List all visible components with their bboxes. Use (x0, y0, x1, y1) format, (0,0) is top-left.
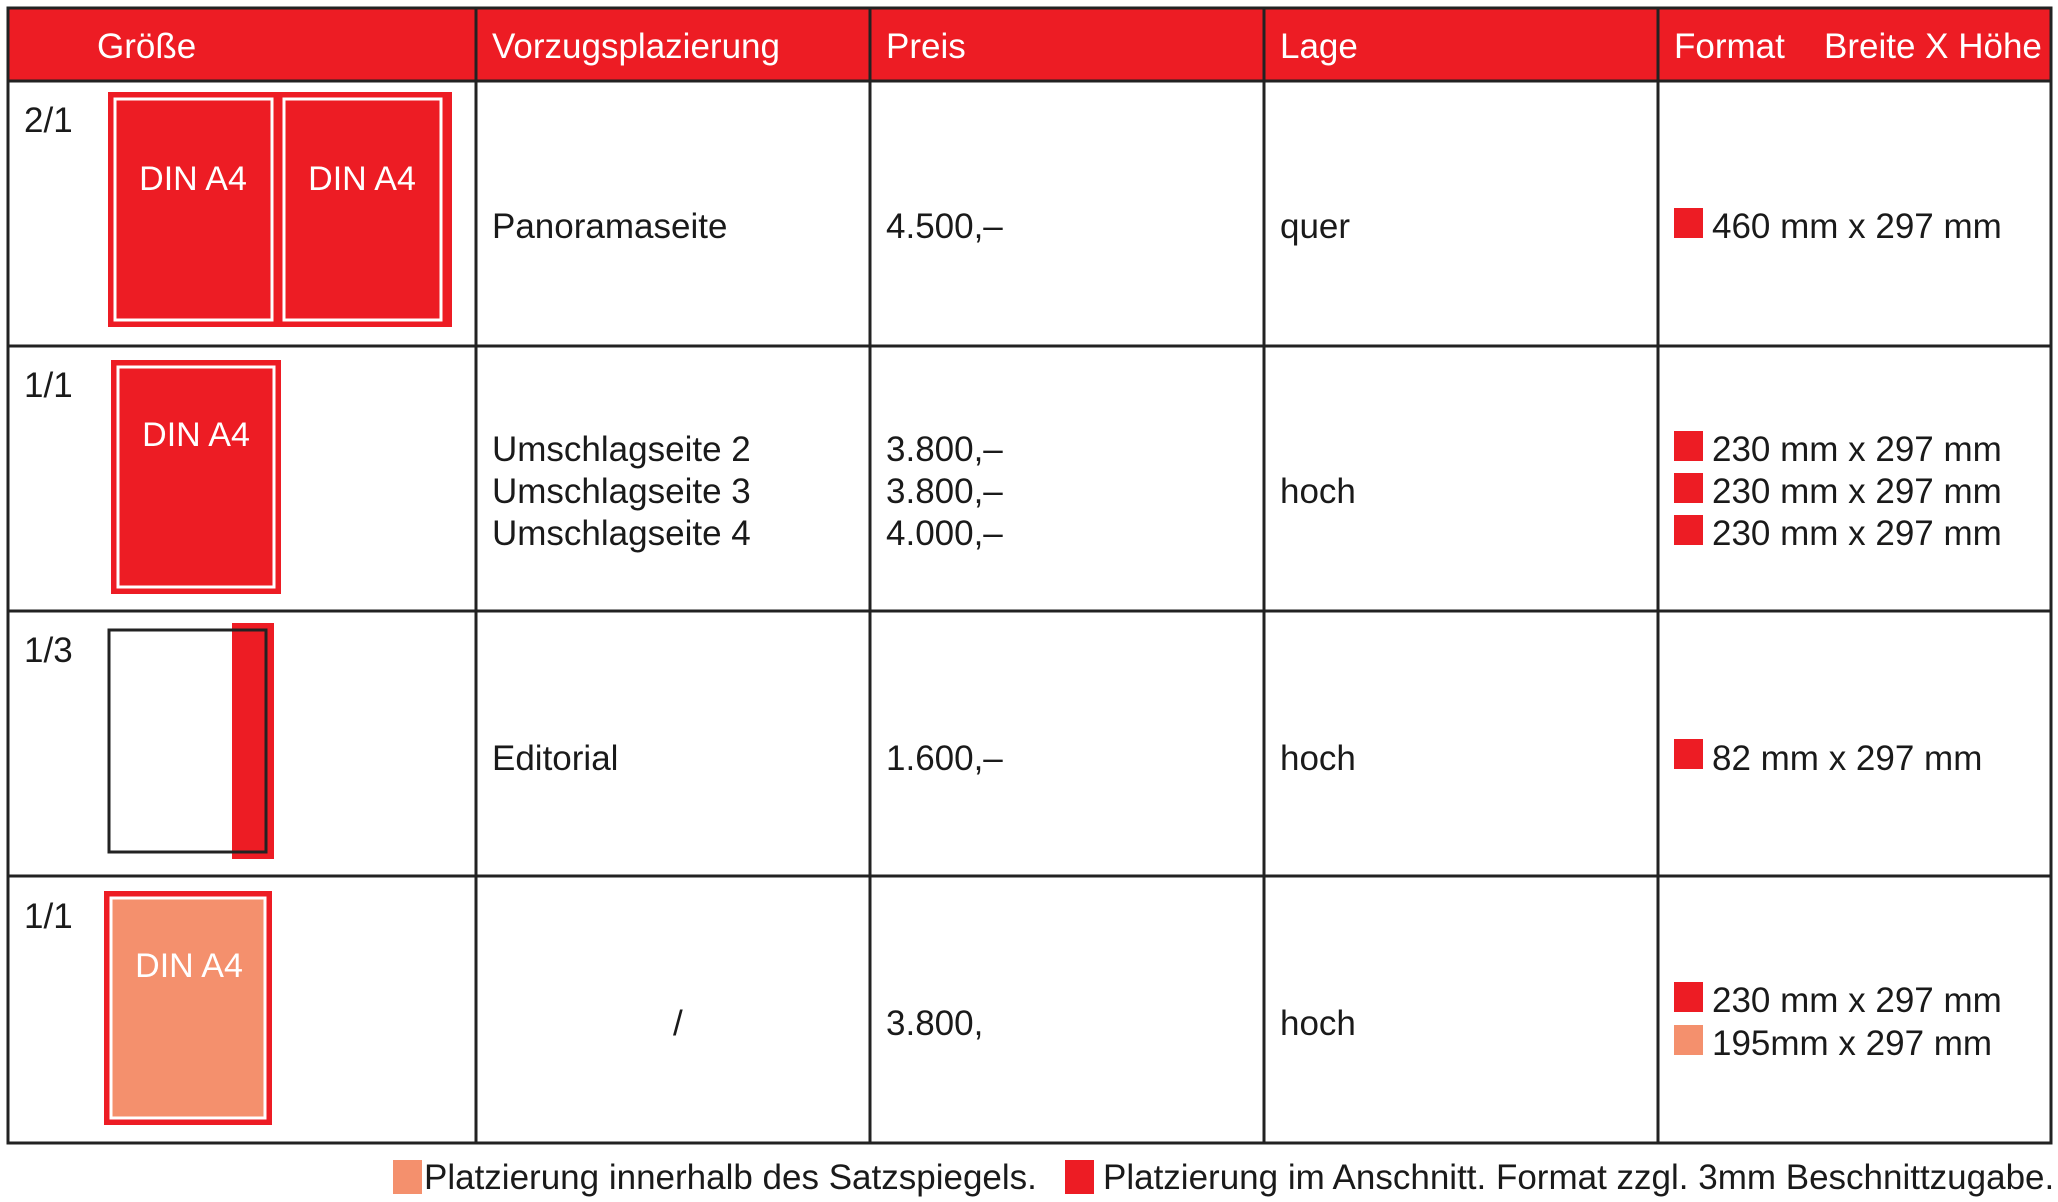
size-label: 1/3 (24, 631, 73, 670)
salmon-swatch (393, 1160, 422, 1194)
price-text: 3.800,– (886, 430, 1003, 469)
format-text: 230 mm x 297 mm (1712, 981, 2002, 1020)
header-format: Format (1674, 27, 1785, 66)
format-text: 82 mm x 297 mm (1712, 739, 1983, 778)
page-thumbnail (111, 360, 281, 594)
placement-text: / (673, 1004, 683, 1043)
header-preis: Preis (886, 27, 966, 66)
size-label: 1/1 (24, 366, 73, 405)
price-text: 4.500,– (886, 207, 1003, 246)
spread-thumbnail (108, 92, 452, 327)
red-swatch (1674, 208, 1703, 238)
header-vorzugsplazierung: Vorzugsplazierung (492, 27, 780, 66)
placement-text: Panoramaseite (492, 207, 728, 246)
price-text: 4.000,– (886, 514, 1003, 553)
red-swatch (1674, 982, 1703, 1012)
header-groesse: Größe (97, 27, 197, 66)
format-text: 460 mm x 297 mm (1712, 207, 2002, 246)
legend-inside-text: Platzierung innerhalb des Satzspiegels. (424, 1158, 1037, 1197)
legend (393, 1158, 2054, 1197)
lage-text: hoch (1280, 739, 1356, 778)
placement-text: Umschlagseite 4 (492, 514, 751, 553)
placement-text: Umschlagseite 3 (492, 472, 751, 511)
format-text: 195mm x 297 mm (1712, 1024, 1993, 1063)
table-row (24, 360, 2002, 594)
format-text: 230 mm x 297 mm (1712, 430, 2002, 469)
table-row (24, 891, 2002, 1125)
placement-text: Umschlagseite 2 (492, 430, 751, 469)
size-label: 2/1 (24, 101, 73, 140)
red-swatch (1674, 431, 1703, 461)
thumbnail-label: DIN A4 (308, 160, 416, 198)
red-swatch (1065, 1160, 1094, 1194)
legend-bleed-text: Platzierung im Anschnitt. Format zzgl. 3mm Beschnittzugabe. (1103, 1158, 2055, 1197)
format-text: 230 mm x 297 mm (1712, 472, 2002, 511)
format-text: 230 mm x 297 mm (1712, 514, 2002, 553)
thumbnail-label: DIN A4 (139, 160, 247, 198)
red-swatch (1674, 739, 1703, 769)
header-lage: Lage (1280, 27, 1358, 66)
size-label: 1/1 (24, 897, 73, 936)
lage-text: hoch (1280, 1004, 1356, 1043)
lage-text: quer (1280, 207, 1351, 246)
placement-text: Editorial (492, 739, 619, 778)
price-text: 1.600,– (886, 739, 1003, 778)
page-thumbnail-inside (104, 891, 272, 1125)
thumbnail-label: DIN A4 (135, 947, 243, 985)
third-page-thumbnail (109, 623, 274, 859)
table-row (24, 623, 1982, 859)
price-text: 3.800,– (886, 472, 1003, 511)
table-row (24, 92, 2002, 327)
red-swatch (1674, 473, 1703, 503)
lage-text: hoch (1280, 472, 1356, 511)
salmon-swatch (1674, 1025, 1703, 1055)
thumbnail-label: DIN A4 (142, 416, 250, 454)
price-text: 3.800, (886, 1004, 984, 1043)
header-breite-hoehe: Breite X Höhe (1824, 27, 2042, 66)
red-swatch (1674, 515, 1703, 545)
